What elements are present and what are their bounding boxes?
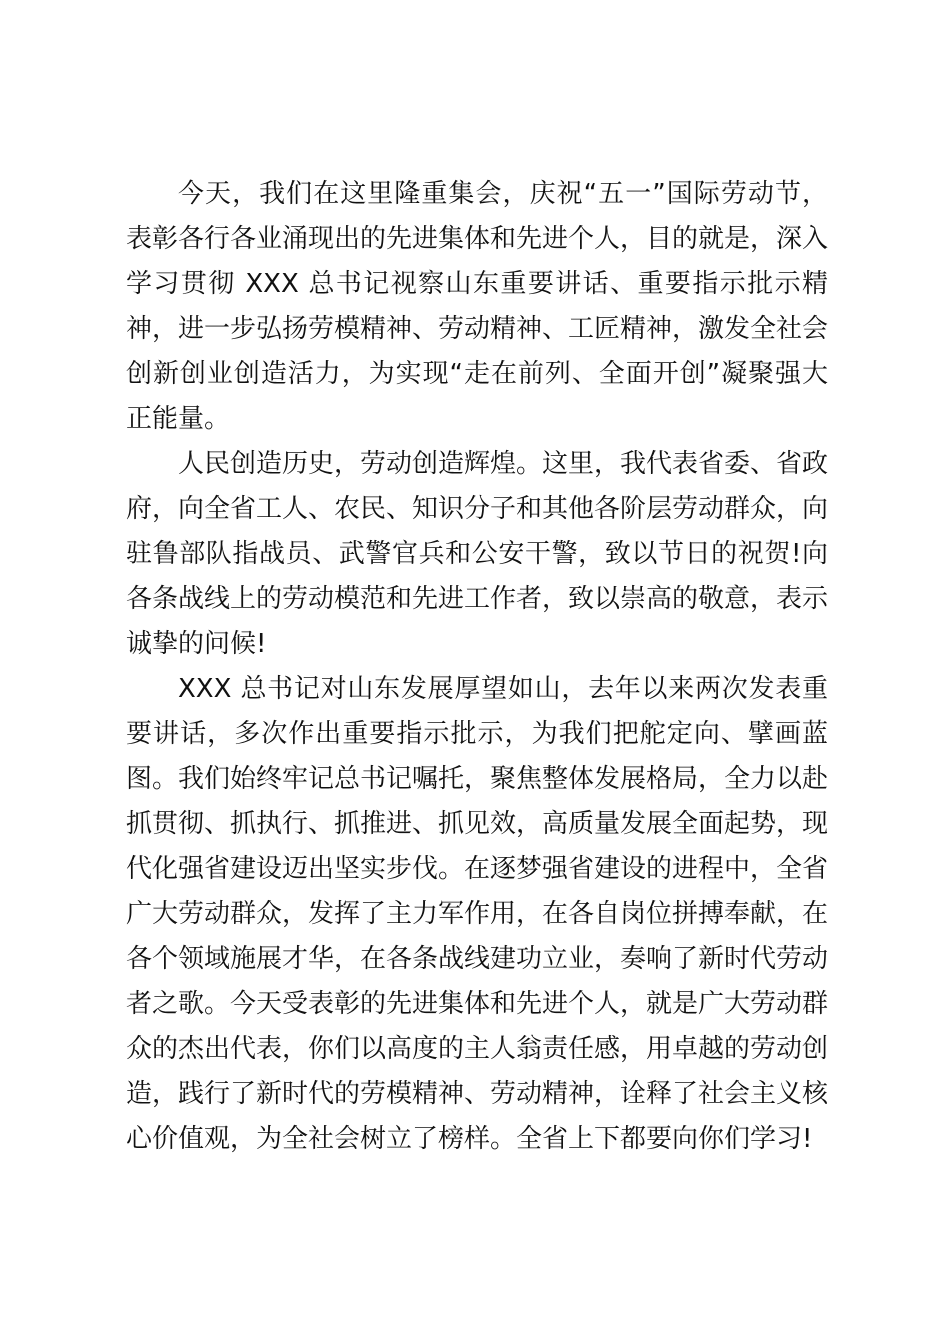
paragraph-3: XXX 总书记对山东发展厚望如山，去年以来两次发表重要讲话，多次作出重要指示批示，为我们把舵定向、擘画蓝图。我们始终牢记总书记嘱托，聚焦整体发展格局，全力以赴抓贯彻、抓执行、抓推进、抓见效，高质量发展全面起势，现代化强省建设迈出坚实步伐。在逐梦强省建设的进程中，全省广大劳动群众，发挥了主力军作用，在各自岗位拼搏奉献，在各个领域施展才华，在各条战线建功立业，奏响了新时代劳动者之歌。今天受表彰的先进集体和先进个人，就是广大劳动群众的杰出代表，你们以高度的主人翁责任感，用卓越的劳动创造，践行了新时代的劳模精神、劳动精神，诠释了社会主义核心价值观，为全社会树立了榜样。全省上下都要向你们学习! [126,674,829,1154]
document-body [126,172,828,1162]
paragraph-1: 今天，我们在这里隆重集会，庆祝“五一”国际劳动节，表彰各行各业涌现出的先进集体和先进个人，目的就是，深入学习贯彻 XXX 总书记视察山东重要讲话、重要指示批示精神，进一步弘扬劳模精神、劳动精神、工匠精神，激发全社会创新创业创造活力，为实现“走在前列、全面开创”凝聚强大正能量。 [126,179,829,434]
paragraph-2: 人民创造历史，劳动创造辉煌。这里，我代表省委、省政府，向全省工人、农民、知识分子和其他各阶层劳动群众，向驻鲁部队指战员、武警官兵和公安干警，致以节日的祝贺!向各条战线上的劳动模范和先进工作者，致以崇高的敬意，表示诚挚的问候! [126,449,829,659]
